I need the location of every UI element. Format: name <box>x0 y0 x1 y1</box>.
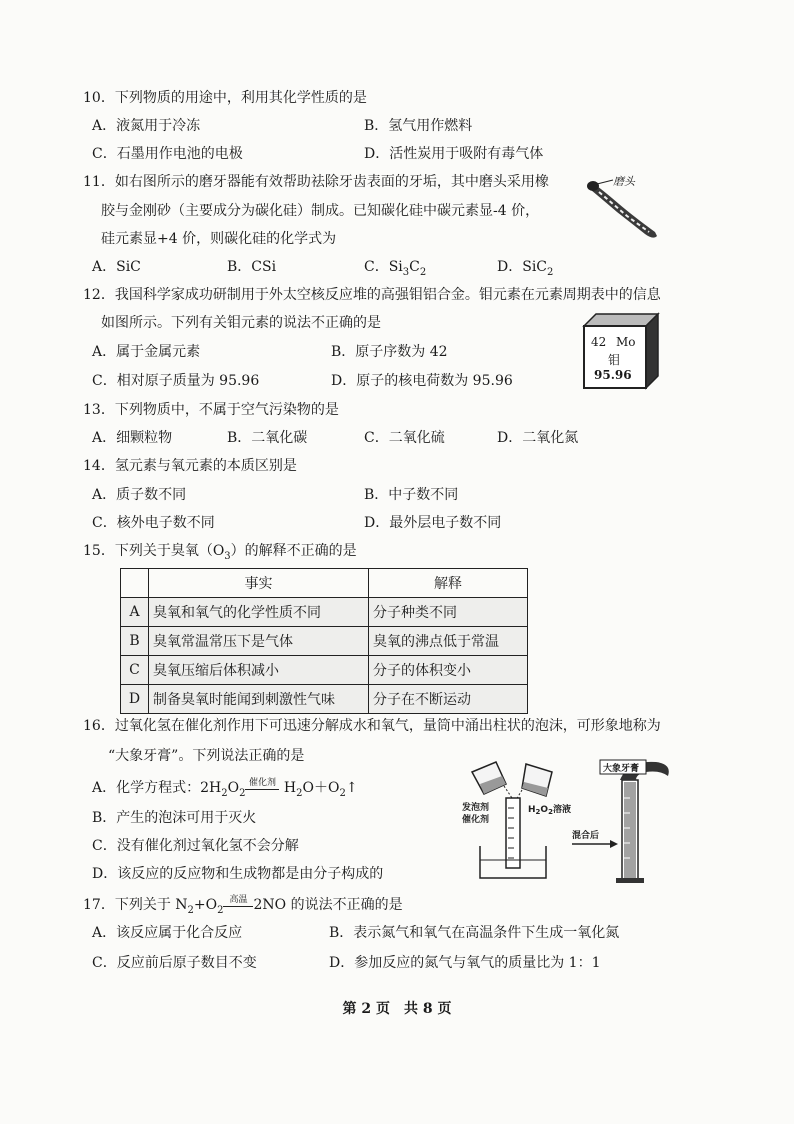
element-atomic-mass: 95.96 <box>594 368 632 382</box>
element-card <box>584 326 646 388</box>
elephant-toothpaste-figure <box>460 758 678 888</box>
graduated-cylinder-before <box>506 798 520 868</box>
q11-option-c[interactable]: C．$Si_3C_2$ <box>364 259 427 278</box>
grinder-head-pointer <box>597 180 613 184</box>
table-row[interactable] <box>121 685 528 714</box>
q16-option-a[interactable]: A．化学方程式：$2H_2O_2$催化剂 $H_2O+O_2↑$ <box>92 778 358 799</box>
q15-row-explain: 分子在不断运动 <box>369 685 528 714</box>
q12-stem-line2: 如图所示。下列有关钼元素的说法不正确的是 <box>101 315 381 331</box>
table-row[interactable] <box>121 656 528 685</box>
q12-option-a[interactable]: A．属于金属元素 <box>92 344 201 360</box>
q11-option-b[interactable]: B．CSi <box>227 259 277 275</box>
q12-stem-line1: 12．我国科学家成功研制用于外太空核反应堆的高强钼铝合金。钼元素在元素周期表中的信息 <box>83 287 661 303</box>
q11-stem-line1: 11．如右图所示的磨牙器能有效帮助祛除牙齿表面的牙垢，其中磨头采用橡 <box>83 174 549 190</box>
mixed-label: 混合后 <box>572 831 600 841</box>
table-row[interactable] <box>121 627 528 656</box>
graduated-cylinder-after <box>616 762 669 883</box>
q10-option-a[interactable]: A．液氮用于冷冻 <box>92 118 201 134</box>
element-atomic-number: 42 <box>591 335 607 349</box>
q17-option-a[interactable]: A．该反应属于化合反应 <box>92 925 243 941</box>
q17-option-c[interactable]: C．反应前后原子数目不变 <box>92 955 257 971</box>
q10-stem: 10．下列物质的用途中，利用其化学性质的是 <box>83 90 367 106</box>
foam-agent-label: 发泡剂 <box>462 803 490 813</box>
q13-option-d[interactable]: D．二氧化氮 <box>497 430 579 446</box>
q17-stem: 17．下列关于 $N_2+O_2$高温 2NO 的说法不正确的是 <box>83 895 403 916</box>
q11-option-a[interactable]: A．SiC <box>92 259 141 275</box>
q16-option-b[interactable]: B．产生的泡沫可用于灭火 <box>92 810 257 826</box>
foam-catalyst-beaker <box>472 762 512 798</box>
grinder-head-label: 磨头 <box>613 175 635 188</box>
q13-option-a[interactable]: A．细颗粒物 <box>92 430 173 446</box>
q15-row-fact: 制备臭氧时能闻到刺激性气味 <box>149 685 369 714</box>
q14-option-b[interactable]: B．中子数不同 <box>364 487 459 503</box>
catalyst-label: 催化剂 <box>462 815 490 825</box>
q14-option-a[interactable]: A．质子数不同 <box>92 487 187 503</box>
q11-stem-line3: 硅元素显+4 价，则碳化硅的化学式为 <box>101 231 337 247</box>
q11-option-d[interactable]: D．SiC$_2$ <box>497 259 554 278</box>
elephant-toothpaste-label: 大象牙膏 <box>603 764 640 774</box>
page-footer: 第 2 页 共 8 页 <box>342 1001 452 1017</box>
q17-condition: 高温 <box>223 895 253 907</box>
q16-option-d[interactable]: D．该反应的反应物和生成物都是由分子构成的 <box>92 866 384 882</box>
q12-option-d[interactable]: D．原子的核电荷数为 95.96 <box>331 373 513 389</box>
q15-row-explain: 臭氧的沸点低于常温 <box>369 627 528 656</box>
q16-option-c[interactable]: C．没有催化剂过氧化氢不会分解 <box>92 838 299 854</box>
q15-header-explain: 解释 <box>369 569 528 598</box>
q12-option-b[interactable]: B．原子序数为 42 <box>331 344 448 360</box>
q12-option-c[interactable]: C．相对原子质量为 95.96 <box>92 373 260 389</box>
q10-option-c[interactable]: C．石墨用作电池的电极 <box>92 146 243 162</box>
q16-stem-line2: “大象牙膏”。下列说法正确的是 <box>108 748 305 764</box>
q16-stem-line1: 16．过氧化氢在催化剂作用下可迅速分解成水和氧气，量筒中涌出柱状的泡沫，可形象地称为 <box>83 718 661 734</box>
q15-row-letter: B <box>121 627 149 656</box>
q15-row-letter: C <box>121 656 149 685</box>
q16-condition: 催化剂 <box>245 778 279 790</box>
q14-stem: 14．氢元素与氧元素的本质区别是 <box>83 458 297 474</box>
q15-stem: 15．下列关于臭氧$(O_3)$的解释不正确的是 <box>83 543 357 562</box>
q17-option-d[interactable]: D．参加反应的氮气与氧气的质量比为 1：1 <box>329 955 601 971</box>
q15-row-explain: 分子的体积变小 <box>369 656 528 685</box>
grinder-head <box>587 181 599 191</box>
element-symbol: Mo <box>616 335 636 349</box>
q15-row-letter: A <box>121 598 149 627</box>
q15-header-fact: 事实 <box>149 569 369 598</box>
q13-option-b[interactable]: B．二氧化碳 <box>227 430 308 446</box>
q13-option-c[interactable]: C．二氧化硫 <box>364 430 445 446</box>
h2o2-solution-label: $H_2O_2$溶液 <box>528 805 571 816</box>
tooth-grinder-figure <box>583 172 663 244</box>
q15-row-explain: 分子种类不同 <box>369 598 528 627</box>
q17-option-b[interactable]: B．表示氮气和氧气在高温条件下生成一氧化氮 <box>329 925 620 941</box>
q15-row-letter: D <box>121 685 149 714</box>
q15-row-fact: 臭氧压缩后体积减小 <box>149 656 369 685</box>
element-name: 钼 <box>608 353 621 367</box>
q10-option-d[interactable]: D．活性炭用于吸附有毒气体 <box>364 146 544 162</box>
q15-table <box>120 568 528 714</box>
q15-row-fact: 臭氧常温常压下是气体 <box>149 627 369 656</box>
q11-stem-line2: 胶与金刚砂（主要成分为碳化硅）制成。已知碳化硅中碳元素显-4 价， <box>101 203 540 219</box>
q14-option-d[interactable]: D．最外层电子数不同 <box>364 515 502 531</box>
q15-row-fact: 臭氧和氧气的化学性质不同 <box>149 598 369 627</box>
h2o2-beaker <box>516 764 552 800</box>
q10-option-b[interactable]: B．氢气用作燃料 <box>364 118 473 134</box>
q15-table-header <box>121 569 528 598</box>
table-row[interactable] <box>121 598 528 627</box>
q14-option-c[interactable]: C．核外电子数不同 <box>92 515 215 531</box>
q13-stem: 13．下列物质中，不属于空气污染物的是 <box>83 402 339 418</box>
